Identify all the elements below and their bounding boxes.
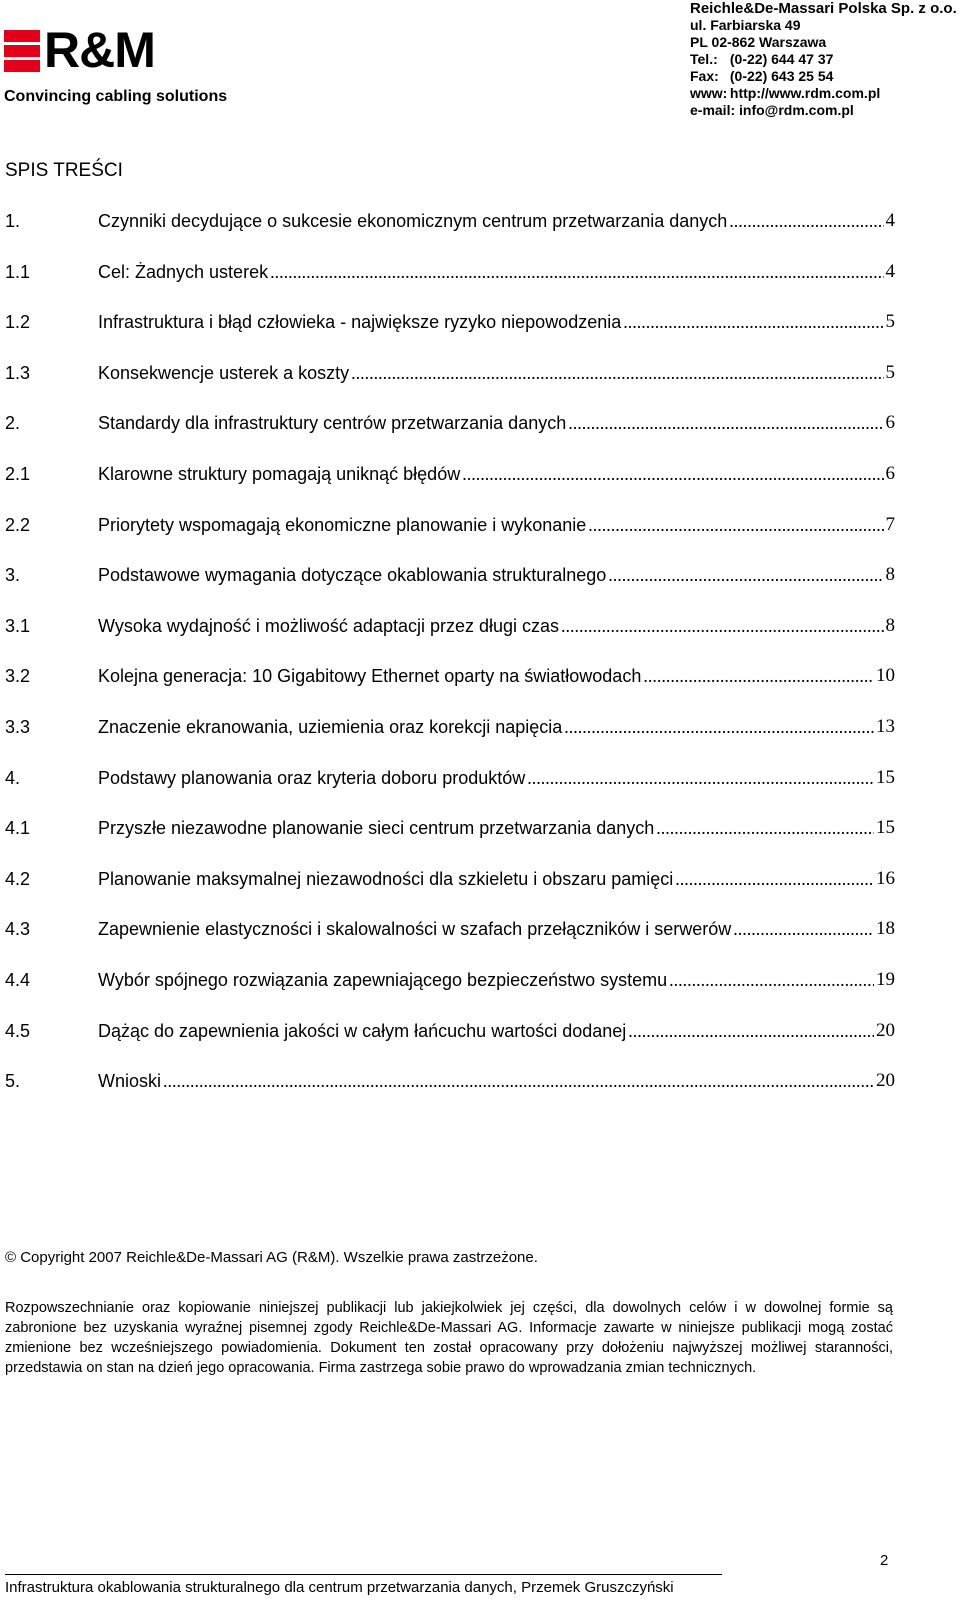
toc-entry-page[interactable]: 4 — [885, 210, 895, 231]
toc-entry-number: 4. — [5, 767, 21, 788]
toc-entry[interactable] — [5, 614, 895, 665]
toc-leader-dots — [351, 361, 883, 385]
toc-leader-dots — [675, 867, 874, 891]
toc-title: SPIS TREŚCI — [5, 160, 123, 181]
company-fax — [690, 68, 957, 85]
toc-entry-page[interactable]: 7 — [885, 513, 895, 535]
toc-entry-page[interactable]: 5 — [885, 311, 895, 333]
page-number: 2 — [880, 1552, 889, 1569]
toc-entry-title[interactable]: Czynniki decydujące o sukcesie ekonomicznym centrum przetwarzania danych — [98, 211, 728, 231]
toc-entry-page[interactable]: 13 — [876, 715, 895, 737]
footer-divider — [5, 1574, 722, 1575]
toc-leader-dots — [733, 917, 874, 941]
toc-leader-dots — [564, 715, 874, 739]
table-of-contents — [5, 209, 895, 1120]
tel-label: Tel.: — [690, 51, 718, 67]
copyright-notice: © Copyright 2007 Reichle&De-Massari AG (R&M). Wszelkie prawa zastrzeżone. — [5, 1249, 538, 1266]
disclaimer-text: Rozpowszechnianie oraz kopiowanie niniejszej publikacji lub jakiejkolwiek jej części, dla dowolnych celów i w dowolnej formie są zabronione bez uzyskania wyraźnej pisemnej zgody Reichle&De-Massari AG. Informacje zawarte w niniejsze publikacji mogą zostać zmienione bez wcześniejszego powiadomienia. Dokument ten został opracowany przy dołożeniu najwyższej możliwej staranności, przedstawia on stan na dzień jego opracowania. Firma zastrzega sobie prawo do wprowadzania zmian technicznych. — [5, 1300, 893, 1376]
toc-leader-dots — [561, 614, 883, 638]
toc-leader-dots — [656, 816, 874, 840]
toc-entry-number: 4.4 — [5, 969, 31, 990]
toc-entry-page[interactable]: 8 — [885, 564, 895, 586]
toc-entry-number: 4.1 — [5, 818, 31, 839]
toc-entry-title[interactable]: Dążąc do zapewnienia jakości w całym łańcuchu wartości dodanej — [98, 1020, 627, 1041]
toc-entry-page[interactable]: 6 — [885, 462, 895, 484]
toc-entry[interactable] — [5, 563, 895, 614]
toc-entry-page[interactable]: 16 — [876, 867, 895, 889]
toc-entry-page[interactable]: 18 — [876, 918, 895, 940]
toc-entry-number: 5. — [5, 1071, 21, 1092]
toc-entry-title[interactable]: Standardy dla infrastruktury centrów przetwarzania danych — [98, 413, 567, 434]
logo-text: R&M — [44, 22, 155, 78]
toc-entry-title[interactable]: Wysoka wydajność i możliwość adaptacji przez długi czas — [98, 615, 560, 636]
toc-entry-number: 1.2 — [5, 312, 31, 333]
toc-entry-title[interactable]: Infrastruktura i błąd człowieka - największe ryzyko niepowodzenia — [98, 312, 622, 333]
toc-entry-title[interactable]: Kolejna generacja: 10 Gigabitowy Ethernet oparty na światłowodach — [98, 666, 642, 687]
tel-value: (0-22) 644 47 37 — [729, 51, 834, 67]
www-link[interactable]: http://www.rdm.com.pl — [729, 85, 881, 101]
toc-entry-number: 3.2 — [5, 666, 31, 687]
logo-tagline: Convincing cabling solutions — [4, 88, 228, 105]
toc-entry-number: 1. — [5, 211, 21, 231]
toc-entry-title[interactable]: Cel: Żadnych usterek — [98, 261, 269, 282]
toc-entry[interactable] — [5, 209, 895, 260]
toc-entry-page[interactable]: 5 — [885, 361, 895, 383]
toc-entry-number: 4.5 — [5, 1020, 31, 1041]
toc-entry[interactable] — [5, 816, 895, 867]
toc-entry-number: 3.3 — [5, 716, 31, 737]
toc-entry-number: 4.2 — [5, 868, 31, 889]
toc-entry-page[interactable]: 20 — [876, 1019, 895, 1041]
toc-leader-dots — [608, 563, 883, 587]
toc-entry[interactable] — [5, 361, 895, 412]
toc-entry-title[interactable]: Przyszłe niezawodne planowanie sieci centrum przetwarzania danych — [98, 818, 655, 839]
company-street: ul. Farbiarska 49 — [690, 17, 801, 33]
toc-entry-page[interactable]: 4 — [885, 260, 895, 282]
www-label: www: — [690, 85, 728, 101]
company-www — [690, 85, 957, 102]
toc-entry[interactable] — [5, 1069, 895, 1120]
toc-leader-dots — [568, 411, 883, 435]
toc-leader-dots — [462, 462, 883, 486]
toc-entry-title[interactable]: Klarowne struktury pomagają uniknąć błędów — [98, 463, 461, 484]
company-name: Reichle&De-Massari Polska Sp. z o.o. — [690, 0, 957, 17]
toc-entry[interactable] — [5, 968, 895, 1019]
fax-value: (0-22) 643 25 54 — [729, 68, 834, 84]
toc-entry-title[interactable]: Podstawy planowania oraz kryteria doboru produktów — [98, 767, 526, 788]
toc-entry-number: 2.2 — [5, 514, 31, 535]
toc-entry[interactable] — [5, 513, 895, 564]
toc-leader-dots — [527, 766, 874, 790]
logo-mark-icon — [4, 30, 40, 72]
toc-entry[interactable] — [5, 310, 895, 361]
toc-entry[interactable] — [5, 715, 895, 766]
toc-entry-page[interactable]: 8 — [885, 614, 895, 636]
toc-entry-number: 1.3 — [5, 362, 31, 383]
toc-entry-page[interactable]: 20 — [876, 1070, 895, 1092]
toc-entry-number: 2. — [5, 413, 21, 434]
toc-leader-dots — [623, 310, 883, 334]
company-city: PL 02-862 Warszawa — [690, 34, 827, 50]
toc-leader-dots — [729, 209, 883, 233]
toc-entry-title[interactable]: Konsekwencje usterek a koszty — [98, 362, 350, 383]
toc-leader-dots — [669, 968, 874, 992]
toc-entry[interactable] — [5, 664, 895, 715]
toc-entry[interactable] — [5, 411, 895, 462]
toc-leader-dots — [588, 513, 883, 537]
toc-entry[interactable] — [5, 462, 895, 513]
toc-entry-title[interactable]: Wnioski — [98, 1071, 162, 1092]
toc-entry-title[interactable]: Wybór spójnego rozwiązania zapewniającego bezpieczeństwo systemu — [98, 969, 668, 990]
toc-entry-number: 2.1 — [5, 463, 31, 484]
toc-entry-page[interactable]: 6 — [885, 412, 895, 434]
toc-leader-dots — [628, 1019, 874, 1043]
toc-leader-dots — [163, 1069, 874, 1093]
footer-text: Infrastruktura okablowania strukturalnego dla centrum przetwarzania danych, Przemek Gruszczyński — [5, 1579, 674, 1596]
toc-entry-title[interactable]: Podstawowe wymagania dotyczące okablowania strukturalnego — [98, 565, 607, 586]
toc-entry[interactable] — [5, 260, 895, 311]
toc-leader-dots — [643, 664, 874, 688]
toc-entry-title[interactable]: Priorytety wspomagają ekonomiczne planowanie i wykonanie — [98, 514, 587, 535]
toc-entry-number: 3. — [5, 565, 21, 586]
toc-entry-page[interactable]: 15 — [876, 766, 895, 788]
toc-entry[interactable] — [5, 917, 895, 968]
toc-entry-number: 3.1 — [5, 615, 31, 636]
company-email[interactable]: e-mail: info@rdm.com.pl — [690, 102, 854, 118]
toc-entry-title[interactable]: Zapewnienie elastyczności i skalowalności w szafach przełączników i serwerów — [98, 919, 732, 940]
company-tel — [690, 51, 957, 68]
toc-entry-title[interactable]: Znaczenie ekranowania, uziemienia oraz korekcji napięcia — [98, 716, 563, 737]
toc-entry[interactable] — [5, 766, 895, 817]
toc-entry-title[interactable]: Planowanie maksymalnej niezawodności dla szkieletu i obszaru pamięci — [98, 868, 674, 889]
toc-entry[interactable] — [5, 1019, 895, 1070]
fax-label: Fax: — [690, 68, 719, 84]
toc-leader-dots — [270, 260, 883, 284]
toc-entry-page[interactable]: 10 — [876, 665, 895, 687]
toc-entry-page[interactable]: 15 — [876, 817, 895, 839]
company-address-block — [690, 0, 957, 119]
toc-entry-number: 1.1 — [5, 261, 31, 282]
toc-entry-number: 4.3 — [5, 919, 31, 940]
toc-entry[interactable] — [5, 867, 895, 918]
company-logo — [4, 22, 239, 108]
toc-entry-page[interactable]: 19 — [876, 968, 895, 990]
